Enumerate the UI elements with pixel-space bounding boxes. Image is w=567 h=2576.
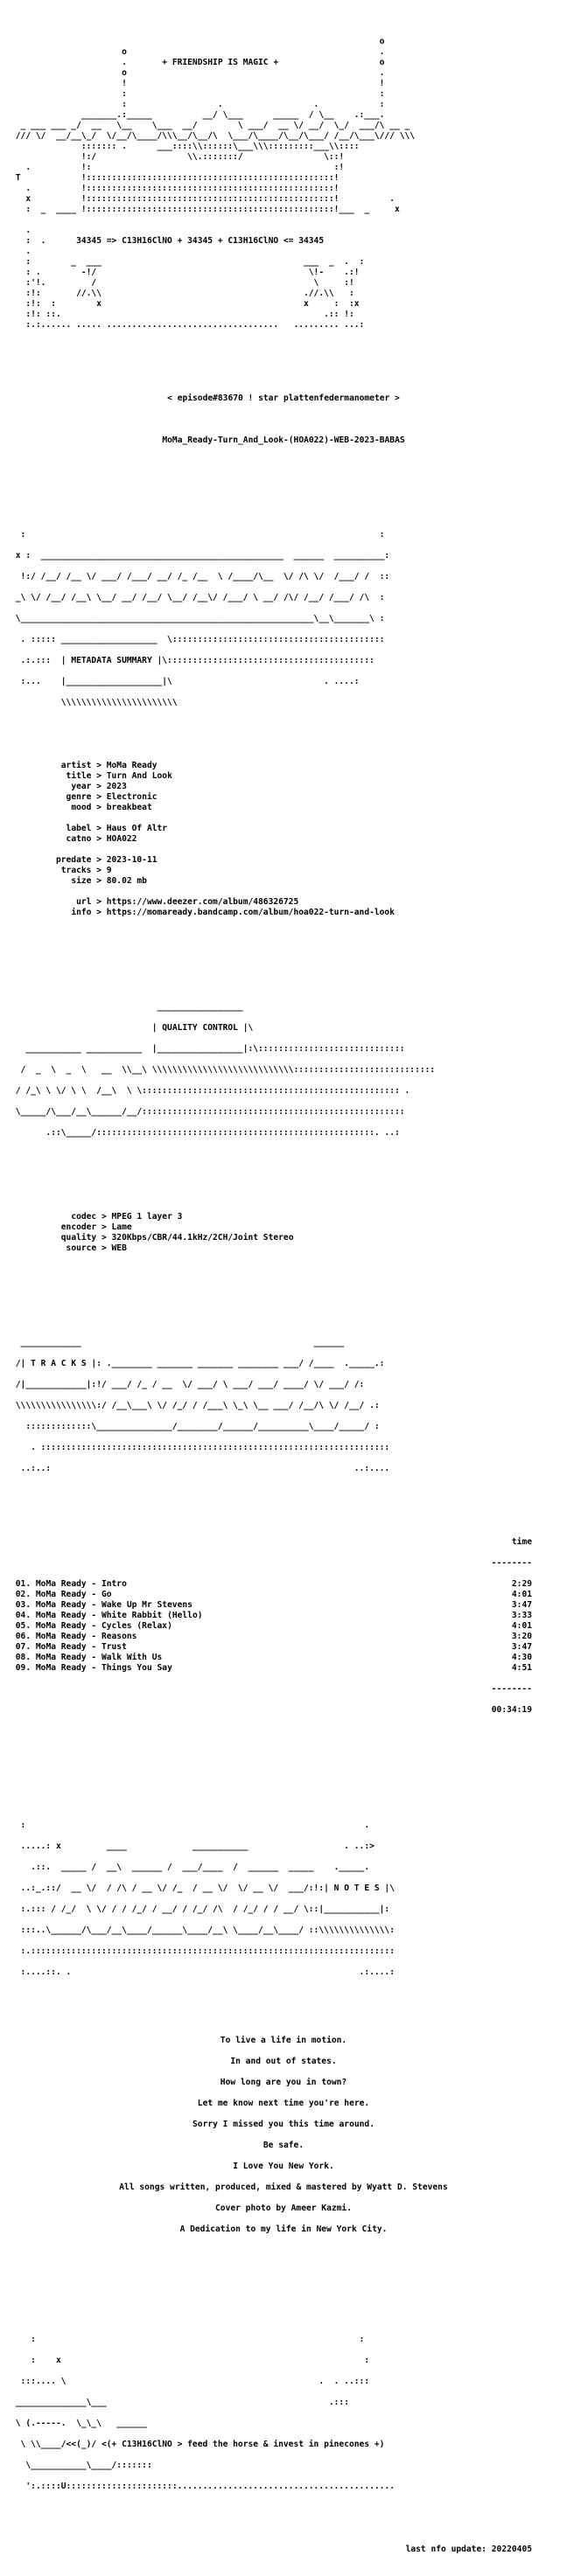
- episode-line: < episode#83670 ! star plattenfedermanometer >: [167, 393, 400, 403]
- notes-line: Sorry I missed you this time around.: [192, 2120, 374, 2129]
- metadata-key: predate: [55, 855, 92, 865]
- track-time: 3:20: [511, 1632, 532, 1641]
- track-row: [10, 1579, 556, 1590]
- track-row: [10, 1653, 556, 1663]
- metadata-key: tracks: [60, 866, 92, 875]
- track-time: 4:01: [511, 1621, 532, 1631]
- metadata-value: 2023-10-11: [106, 855, 158, 865]
- notes-line: Let me know next time you're here.: [197, 2099, 370, 2108]
- track-number: 03.: [15, 1600, 32, 1610]
- total-time: 00:34:19: [491, 1705, 532, 1715]
- track-time: 2:29: [511, 1579, 532, 1589]
- quality-value: 320Kbps/CBR/44.1kHz/2CH/Joint Stereo: [111, 1233, 294, 1243]
- track-number: 05.: [15, 1621, 32, 1631]
- metadata-row-year: year > 2023: [71, 782, 127, 791]
- track-row: [10, 1590, 556, 1600]
- metadata-row-genre: genre > Electronic: [66, 792, 158, 802]
- notes-line: All songs written, produced, mixed & mastered by Wyatt D. Stevens: [119, 2183, 448, 2192]
- quality-row-codec: codec > MPEG 1 layer 3: [71, 1212, 183, 1222]
- notes-line: To live a life in motion.: [220, 2036, 347, 2045]
- track-number: 09.: [15, 1663, 32, 1673]
- metadata-key: artist: [60, 761, 92, 770]
- track-number: 02.: [15, 1590, 32, 1599]
- metadata-value: breakbeat: [106, 803, 152, 812]
- track-number: 01.: [15, 1579, 32, 1589]
- notes-banner: : . .....: x ____ ___________ . ..:> .::. _____ / __\ ______ / ___/____ / ______ _____ ._____. ..:_.::/ __ \/ / /\ / __ \/ /_ / __ \/ \/ __ \/ ___/:!:| N O T E S |\ :.::: / /_/ \ \/ / / /_/ / __/ / /_/ /\ / /_/ / / __/ \::|___________|: :::..\______/\___/__\____/______\____/__\ \____/__\____/ ::\\\\\\\\\\\\\\: :.:::::::::::::::::::::::::::::::::::::::::::::::::::::::::::::::::::::::: :....::. . .:....:: [10, 1821, 395, 1977]
- metadata-value: 80.02 mb: [106, 876, 147, 886]
- track-title: MoMa Ready - Go: [35, 1590, 112, 1599]
- metadata-value: MoMa Ready: [106, 761, 158, 770]
- track-row: [10, 1663, 556, 1674]
- track-time: 4:01: [511, 1590, 532, 1599]
- track-number: 06.: [15, 1632, 32, 1641]
- notes-text: [10, 2030, 556, 2240]
- metadata-row-tracks: tracks > 9: [60, 866, 112, 875]
- quality-key: quality: [60, 1233, 97, 1243]
- metadata-row-title: title > Turn And Look: [66, 771, 172, 781]
- track-time: 3:47: [511, 1642, 532, 1652]
- quality-banner: _________________ | QUALITY CONTROL |\ ___________ ___________ |_________________|:\::::::::::::::::::::::::::::: / _ \ _ \ __ \\__\ \\\\\\\\\\\\\\\\\\\\\\\\\\\\:::::::::::::::::::::::::::: / /_\ \ \/ \ \ /__\ \ \::::::::::::::::::::::::::::::::::::::::::::::::::: . \_____/\___/__\______/__/:::::::::::::::::::::::::::::::::::::::::::::::::::: .::\_____/:::::::::::::::::::::::::::::::::::::::::::::::::::::::. ..:: [10, 1002, 436, 1138]
- track-time: 3:33: [511, 1611, 532, 1620]
- metadata-spacer: [10, 887, 556, 897]
- quality-row-quality: quality > 320Kbps/CBR/44.1kHz/2CH/Joint Stereo: [60, 1233, 294, 1243]
- metadata-value: Electronic: [106, 792, 158, 802]
- track-title: MoMa Ready - White Rabbit (Hello): [35, 1611, 203, 1620]
- metadata-value: 2023: [106, 782, 127, 791]
- metadata-value: Haus Of Altr: [106, 824, 168, 833]
- track-number: 04.: [15, 1611, 32, 1620]
- track-row: [10, 1632, 556, 1642]
- metadata-value: Turn And Look: [106, 771, 172, 781]
- metadata-row-url: url > https://www.deezer.com/album/486326725: [76, 897, 299, 907]
- metadata-key: label: [66, 824, 92, 833]
- footer-motto: <(+ C13H16ClNO > feed the horse & invest in pinecones +): [101, 2440, 385, 2449]
- track-number: 08.: [15, 1653, 32, 1662]
- track-title: MoMa Ready - Cycles (Relax): [35, 1621, 172, 1631]
- track-title: MoMa Ready - Walk With Us: [35, 1653, 163, 1662]
- metadata-key: genre: [66, 792, 92, 802]
- quality-control-label: QUALITY CONTROL: [162, 1023, 238, 1033]
- track-title: MoMa Ready - Things You Say: [35, 1663, 172, 1673]
- notes-line: I Love You New York.: [233, 2162, 334, 2171]
- quality-row-source: source > WEB: [66, 1243, 127, 1253]
- tracks-label: T R A C K S: [31, 1359, 87, 1368]
- metadata-row-size: size > 80.02 mb: [71, 876, 147, 886]
- notes-line: A Dedication to my life in New York City.: [179, 2224, 388, 2234]
- metadata-key: info: [71, 908, 92, 917]
- metadata-row-artist: artist > MoMa Ready: [60, 761, 158, 770]
- track-row: [10, 1642, 556, 1653]
- notes-line: In and out of states.: [230, 2057, 337, 2066]
- metadata-key: mood: [71, 803, 92, 812]
- track-row: [10, 1600, 556, 1611]
- metadata-row-predate: predate > 2023-10-11: [55, 855, 158, 865]
- metadata-spacer: [10, 813, 556, 824]
- metadata-summary-label: METADATA SUMMARY: [71, 656, 152, 665]
- quality-value: WEB: [111, 1243, 127, 1253]
- track-title: MoMa Ready - Reasons: [35, 1632, 137, 1641]
- metadata-row-catno: catno > HOA022: [66, 834, 137, 844]
- metadata-row-info: info > https://momaready.bandcamp.com/album/hoa022-turn-and-look: [71, 908, 395, 917]
- track-title: MoMa Ready - Trust: [35, 1642, 127, 1652]
- time-header: time: [511, 1537, 532, 1547]
- quality-value: MPEG 1 layer 3: [111, 1212, 183, 1222]
- notes-line: Cover photo by Ameer Kazmi.: [215, 2204, 352, 2213]
- release-name: MoMa_Ready-Turn_And_Look-(HOA022)-WEB-2023-BABAS: [162, 435, 405, 445]
- metadata-value[interactable]: https://www.deezer.com/album/486326725: [106, 897, 299, 907]
- metadata-list: [10, 761, 556, 918]
- track-title: MoMa Ready - Intro: [35, 1579, 127, 1589]
- track-time: 3:47: [511, 1600, 532, 1610]
- last-update: last nfo update: 20220405: [405, 2545, 532, 2554]
- quality-value: Lame: [111, 1222, 132, 1232]
- notes-line: Be safe.: [262, 2141, 304, 2150]
- metadata-key: title: [66, 771, 92, 781]
- metadata-value[interactable]: https://momaready.bandcamp.com/album/hoa022-turn-and-look: [106, 908, 395, 917]
- track-title: MoMa Ready - Wake Up Mr Stevens: [35, 1600, 192, 1610]
- track-row: [10, 1611, 556, 1621]
- notes-line: How long are you in town?: [220, 2078, 347, 2087]
- track-time: 4:51: [511, 1663, 532, 1673]
- track-number: 07.: [15, 1642, 32, 1652]
- metadata-key: catno: [66, 834, 92, 844]
- track-time: 4:30: [511, 1653, 532, 1662]
- quality-list: [10, 1212, 556, 1254]
- tracklist: time -------- 01. MoMa Ready - Intro 2:29 02. MoMa Ready - Go 4:01 03. MoMa Ready - Wake Up Mr Stevens 3:47 04. MoMa Ready - White Rabbit (Hello) 3:33 05. MoMa Ready - Cycles (Relax) 4:01 06. MoMa Ready - Reasons 3:20 07. MoMa Ready - Trust 3:47 08. MoMa Ready - Walk With Us 4:30 09. MoMa Ready - Things You Say 4:51 -------- 00:34:19: [10, 1527, 556, 1726]
- tracks-banner: ____________ ______ /| T R A C K S |: .________ _______ _______ ________ ___/ /____ ._____.: /|____________|:!/ ___/ /_ / __ \/ ___/ \ ___/ ___/ ____/ \/ ___/ /: \\\\\\\\\\\\\\\\:/ /__\___\ \/ /_/ / /___\ \_\ \__ ___/ /__/\ \/ /__/ .: :::::::::::::\_______________/________/______/__________\____/_____/ : . ::::::::::::::::::::::::::::::::::::::::::::::::::::::::::::::::::::: ..:..: ..:....: [10, 1338, 390, 1473]
- metadata-value: HOA022: [106, 834, 137, 844]
- nfo-document: [10, 5, 556, 2576]
- quality-key: source: [66, 1243, 97, 1253]
- footer-art: : : : x : :::.... \ . . ..::: ______________\___ .::: \ (.-----. \_\_\ ______ \ \\____/<<(_)/ <(+ C13H16ClNO > feed the horse & invest in pinecones +) \___________\____/::::::: ':.::::U::::::::::::::::::::::...........................................: [10, 2335, 395, 2491]
- metadata-key: year: [71, 782, 92, 791]
- metadata-banner: : : x : ________________________________________________ ______ __________: !:/ /__/ /__ \/ ___/ /___/ __/ /_ /__ \ /____/\__ \/ /\ \/ /___/ / :: _\ \/ /__/ /__\ \__/ __/ /__/ \__/ /__\/ /___/ \ __/ /\/ /__/ /___/ /\ : \__________________________________________________________\__\_______\ : . ::::: ___________________ \:::::::::::::::::::::::::::::::::::::::::: .:.::: | METADATA SUMMARY |\::::::::::::::::::::::::::::::::::::::::: :... |___________________|\ . ....: \\\\\\\\\\\\\\\\\\\\\\\: [10, 530, 390, 707]
- quality-key: codec: [71, 1212, 97, 1222]
- metadata-key: url: [76, 897, 92, 907]
- metadata-key: size: [71, 876, 92, 886]
- metadata-spacer: [10, 845, 556, 855]
- metadata-value: 9: [106, 866, 112, 875]
- metadata-row-label: label > Haus Of Altr: [66, 824, 168, 833]
- quality-key: encoder: [60, 1222, 97, 1232]
- metadata-row-mood: mood > breakbeat: [71, 803, 152, 812]
- header-ascii-art: o o . . + FRIENDSHIP IS MAGIC + o o . ! ! : : : . . : _______.:_____ __/ \___ _____ / \__ .:___. _ ___ ___ _/ __ \__ \___ __/ \ ___/ __ \/ __/ \_/ ___/\ __ _ /// \/ __/__\_/ \/__/\____/\\\__/\__/\ \___/\____/\__/\___/ /__/\___\/// \\\ ::::::: . ___::::\\::::::\___\\\:::::::::___\\:::: !:/ \\.:::::::/ \::! . !: :! T !:::::::::::::::::::::::::::::::::::::::::::::::::! . !:::::::::::::::::::::::::::::::::::::::::::::::::! x !:::::::::::::::::::::::::::::::::::::::::::::::::! . : _ ____ !:::::::::::::::::::::::::::::::::::::::::::::::::!___ _ x . : . 34345 => C13H16ClNO + 34345 + C13H16ClNO <= 34345 . : _ ___ ___ _ . : : . -!/ \!- .:! :'!. / \ :! :!: //.\\ .//.\\ : :!: : x x : :x :!: ::. .:: !: :.:...... ..... .................................. ......... ...:: [10, 37, 416, 330]
- track-row: [10, 1621, 556, 1632]
- quality-row-encoder: encoder > Lame: [60, 1222, 132, 1232]
- notes-label: N O T E S: [333, 1883, 380, 1893]
